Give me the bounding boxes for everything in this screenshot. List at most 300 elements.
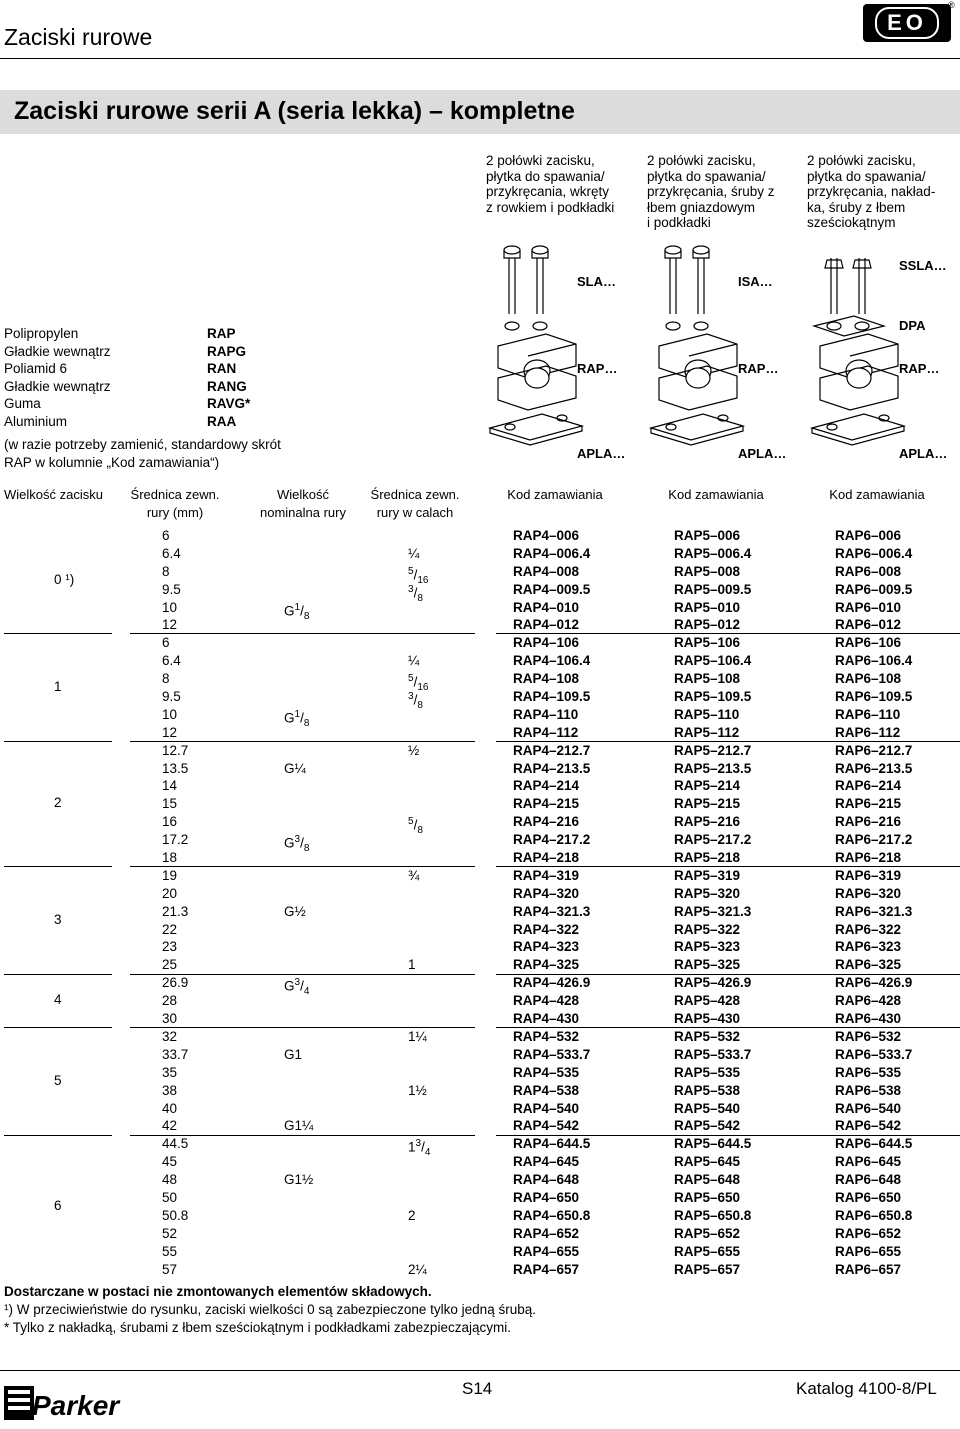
- cell-c2: RAP5–006: [674, 528, 741, 543]
- cell-c1: RAP4–012: [513, 617, 580, 633]
- cell-od: 9.5: [162, 689, 181, 705]
- cell-c1: RAP4–652: [513, 1225, 580, 1241]
- col-od-inch: [408, 527, 430, 1278]
- cell-c2: RAP5–323: [674, 939, 741, 955]
- group-separator: [130, 974, 475, 975]
- cell-c3: RAP6–430: [835, 1011, 902, 1027]
- cell-nom: $G^1/_8$: [284, 708, 310, 730]
- cell-c1: RAP4–428: [513, 993, 580, 1009]
- cell-c2: RAP5–217.2: [674, 832, 752, 848]
- cell-inch: [408, 1064, 430, 1082]
- group-separator: [496, 866, 960, 867]
- cell-c2: RAP5–008: [674, 563, 741, 579]
- cell-inch: ¼: [408, 545, 420, 561]
- cell-c1: RAP4–110: [513, 706, 579, 722]
- cell-c1: RAP4–657: [513, 1261, 580, 1277]
- cell-nom: [284, 956, 313, 974]
- cell-c3: RAP6–532: [835, 1028, 902, 1044]
- cell-c3: RAP6–009.5: [835, 581, 913, 597]
- cell-inch: [408, 777, 430, 795]
- cell-inch: [408, 921, 430, 939]
- cell-inch: ½: [408, 742, 420, 758]
- cell-c2: RAP5–538: [674, 1082, 741, 1098]
- cell-c1: RAP4–106.4: [513, 653, 591, 669]
- cell-nom: [284, 921, 313, 939]
- cell-c1: RAP4–008: [513, 563, 580, 579]
- cell-od: 9.5: [162, 581, 181, 597]
- cell-nom: [284, 563, 313, 581]
- cell-nom: [284, 867, 313, 885]
- group-separator: [496, 1135, 960, 1136]
- cell-c1: RAP4–010: [513, 599, 580, 615]
- cell-c1: RAP4–320: [513, 885, 580, 901]
- footnote-asterisk: * Tylko z nakładką, śrubami z łbem sześciokątnym i podkładkami zabezpieczającymi.: [4, 1320, 511, 1335]
- cell-c2: RAP5–213.5: [674, 760, 752, 776]
- cell-od: 8: [162, 671, 170, 687]
- cell-od: 38: [162, 1082, 178, 1098]
- cell-c2: RAP5–426.9: [674, 975, 752, 991]
- cell-od: 50.8: [162, 1207, 189, 1223]
- label-ssla: SSLA…: [899, 258, 947, 273]
- cell-c1: RAP4–214: [513, 778, 580, 794]
- cell-c2: RAP5–657: [674, 1261, 741, 1277]
- cell-c3: RAP6–112: [835, 724, 901, 740]
- th-order-code-1: Kod zamawiania: [507, 487, 603, 502]
- cell-inch: [408, 849, 430, 867]
- cell-c1: RAP4–319: [513, 867, 580, 883]
- cell-c1: RAP4–215: [513, 796, 580, 812]
- group-separator: [496, 741, 960, 742]
- cell-od: 8: [162, 563, 170, 579]
- cell-c2: RAP5–320: [674, 885, 741, 901]
- cell-c3: RAP6–106: [835, 635, 902, 651]
- cell-nom: [284, 545, 313, 563]
- material-code: RAP: [207, 326, 236, 341]
- cell-od: 33.7: [162, 1046, 189, 1062]
- cell-inch: $^3/_8$: [408, 583, 423, 604]
- material-name: Aluminium: [4, 414, 68, 429]
- cell-c3: RAP6–325: [835, 957, 902, 973]
- cell-c2: RAP5–110: [674, 706, 740, 722]
- cell-inch: [408, 760, 430, 778]
- cell-c3: RAP6–650: [835, 1189, 902, 1205]
- cell-inch: [408, 1100, 430, 1118]
- label-isa: ISA…: [738, 274, 773, 289]
- cell-c2: RAP5–428: [674, 993, 741, 1009]
- material-code: RAA: [207, 414, 237, 429]
- cell-od: 13.5: [162, 760, 189, 776]
- group-separator: [496, 1027, 960, 1028]
- cell-c2: RAP5–214: [674, 778, 741, 794]
- cell-c1: RAP4–650: [513, 1189, 580, 1205]
- cell-c2: RAP5–319: [674, 867, 741, 883]
- col-desc-line: 2 połówki zacisku,: [647, 153, 756, 168]
- cell-od: 57: [162, 1261, 178, 1277]
- cell-c3: RAP6–218: [835, 850, 902, 866]
- cell-c1: RAP4–650.8: [513, 1207, 591, 1223]
- cell-od: 12: [162, 724, 178, 740]
- cell-c2: RAP5–106.4: [674, 653, 752, 669]
- cell-c3: RAP6–006: [835, 528, 902, 543]
- cell-nom: [284, 795, 313, 813]
- cell-c1: RAP4–109.5: [513, 689, 591, 705]
- cell-c2: RAP5–108: [674, 671, 741, 687]
- col-desc-line: przykręcania, wkręty: [486, 184, 610, 199]
- cell-c3: RAP6–012: [835, 617, 902, 633]
- group-separator: [4, 633, 112, 634]
- cell-c2: RAP5–322: [674, 921, 741, 937]
- cell-c2: RAP5–218: [674, 850, 741, 866]
- cell-nom: G1½: [284, 1172, 314, 1188]
- cell-c2: RAP5–212.7: [674, 742, 752, 758]
- cell-nom: [284, 527, 313, 545]
- cell-c1: RAP4–426.9: [513, 975, 591, 991]
- cell-inch: [408, 634, 430, 652]
- cell-c3: RAP6–426.9: [835, 975, 913, 991]
- label-rap-3: RAP…: [899, 361, 940, 376]
- cell-c2: RAP5–430: [674, 1011, 741, 1027]
- col-desc-line: 2 połówki zacisku,: [807, 153, 916, 168]
- label-rap-1: RAP…: [577, 361, 618, 376]
- cell-c1: RAP4–217.2: [513, 832, 591, 848]
- col-desc-line: płytka do spawania/: [807, 168, 926, 184]
- clamp-size-group: 1: [54, 679, 62, 695]
- material-name: Poliamid 6: [4, 361, 68, 377]
- cell-c3: RAP6–215: [835, 796, 902, 812]
- cell-c1: RAP4–218: [513, 850, 580, 866]
- clamp-size-group: 4: [54, 992, 62, 1008]
- cell-c2: RAP5–012: [674, 617, 741, 633]
- cell-od: 48: [162, 1172, 178, 1188]
- eo-logo: EO: [863, 4, 951, 42]
- cell-inch: 2¼: [408, 1261, 427, 1277]
- cell-c1: RAP4–006.4: [513, 545, 591, 561]
- cell-nom: [284, 1225, 313, 1243]
- cell-od: 32: [162, 1028, 178, 1044]
- cell-c3: RAP6–213.5: [835, 760, 913, 776]
- cell-inch: [408, 1171, 430, 1189]
- label-sla: SLA…: [577, 274, 616, 289]
- material-name: Gładkie wewnątrz: [4, 378, 111, 394]
- cell-c3: RAP6–322: [835, 921, 902, 937]
- cell-c3: RAP6–538: [835, 1082, 902, 1098]
- cell-c1: RAP4–644.5: [513, 1136, 591, 1152]
- cell-nom: [284, 688, 313, 706]
- cell-c1: RAP4–430: [513, 1011, 580, 1027]
- cell-c2: RAP5–645: [674, 1154, 741, 1170]
- cell-od: 10: [162, 599, 178, 615]
- group-separator: [496, 633, 960, 634]
- label-apla-1: APLA…: [577, 446, 626, 461]
- col-desc-line: płytka do spawania/: [486, 168, 605, 184]
- material-name: Polipropylen: [4, 326, 79, 341]
- cell-od: 6: [162, 528, 170, 543]
- material-code: RAVG*: [207, 396, 251, 412]
- cell-c1: RAP4–213.5: [513, 760, 591, 776]
- col-desc-line: łbem gniazdowym: [647, 199, 756, 215]
- group-separator: [130, 866, 475, 867]
- label-rap-2: RAP…: [738, 361, 779, 376]
- cell-nom: [284, 1100, 313, 1118]
- cell-od: 20: [162, 885, 178, 901]
- cell-od: 23: [162, 939, 178, 955]
- cell-c2: RAP5–325: [674, 957, 741, 973]
- cell-nom: [284, 885, 313, 903]
- cell-c3: RAP6–320: [835, 885, 902, 901]
- cell-c3: RAP6–542: [835, 1118, 902, 1134]
- cell-inch: 1¼: [408, 1028, 427, 1044]
- cell-inch: $^5/_{16}$: [408, 673, 429, 694]
- cell-inch: [408, 795, 430, 813]
- cell-od: 10: [162, 706, 178, 722]
- cell-c3: RAP6–644.5: [835, 1136, 913, 1152]
- cell-c3: RAP6–110: [835, 706, 901, 722]
- cell-nom: [284, 938, 313, 956]
- cell-od: 22: [162, 921, 178, 937]
- cell-od: 15: [162, 796, 178, 812]
- group-separator: [4, 741, 112, 742]
- clamp-size-group: 0 ¹): [54, 571, 75, 587]
- cell-od: 40: [162, 1100, 178, 1116]
- cell-nom: [284, 1153, 313, 1171]
- cell-inch: 2: [408, 1207, 416, 1223]
- cell-c2: RAP5–532: [674, 1028, 741, 1044]
- cell-od: 25: [162, 957, 178, 973]
- th-nominal-size: Wielkość nominalna rury: [260, 487, 346, 520]
- material-code: RAPG: [207, 343, 247, 359]
- col-desc-line: i podkładki: [647, 215, 711, 230]
- cell-c1: RAP4–535: [513, 1064, 580, 1080]
- cell-od: 35: [162, 1064, 178, 1080]
- cell-c3: RAP6–535: [835, 1064, 902, 1080]
- cell-c2: RAP5–010: [674, 599, 741, 615]
- cell-c3: RAP6–533.7: [835, 1046, 913, 1062]
- cell-c1: RAP4–648: [513, 1172, 580, 1188]
- clamp-size-group: 2: [54, 795, 62, 811]
- cell-inch: $1^3/_4$: [408, 1138, 431, 1159]
- cell-c1: RAP4–645: [513, 1154, 580, 1170]
- th-od-inch: Średnica zewn. rury w calach: [370, 487, 460, 520]
- cell-inch: [408, 616, 430, 634]
- cell-od: 55: [162, 1243, 178, 1259]
- cell-inch: ¼: [408, 653, 420, 669]
- cell-c1: RAP4–655: [513, 1243, 580, 1259]
- section-title: Zaciski rurowe: [4, 24, 153, 50]
- cell-inch: [408, 885, 430, 903]
- th-od-mm: Średnica zewn. rury (mm): [130, 487, 220, 520]
- registered-mark: ®: [948, 0, 955, 10]
- cell-c2: RAP5–650.8: [674, 1207, 752, 1223]
- cell-c3: RAP6–217.2: [835, 832, 913, 848]
- cell-c2: RAP5–006.4: [674, 545, 752, 561]
- group-separator: [4, 1027, 112, 1028]
- cell-c1: RAP4–108: [513, 671, 580, 687]
- cell-c3: RAP6–655: [835, 1243, 902, 1259]
- cell-inch: [408, 938, 430, 956]
- cell-c1: RAP4–112: [513, 724, 579, 740]
- footnote-1: ¹) W przeciwieństwie do rysunku, zaciski wielkości 0 są zabezpieczone tylko jedną śrubą.: [4, 1302, 536, 1317]
- cell-c3: RAP6–108: [835, 671, 902, 687]
- col-code-rap6: [835, 527, 912, 1278]
- material-note: (w razie potrzeby zamienić, standardowy skrót RAP w kolumnie „Kod zamawiania“): [4, 437, 281, 470]
- clamp-illustrations: [480, 238, 960, 468]
- cell-od: 45: [162, 1154, 178, 1170]
- cell-inch: [408, 1189, 430, 1207]
- label-apla-2: APLA…: [738, 446, 787, 461]
- cell-nom: [284, 1189, 313, 1207]
- col-desc-line: 2 połówki zacisku,: [486, 153, 595, 168]
- group-separator: [130, 741, 475, 742]
- cell-c1: RAP4–106: [513, 635, 580, 651]
- cell-inch: [408, 1046, 430, 1064]
- th-order-code-2: Kod zamawiania: [668, 487, 764, 502]
- cell-nom: [284, 1028, 313, 1046]
- col-desc-line: sześciokątnym: [807, 215, 896, 230]
- svg-text:Parker: Parker: [32, 1390, 120, 1421]
- cell-c2: RAP5–650: [674, 1189, 741, 1205]
- cell-od: 12: [162, 617, 178, 633]
- col-code-rap5: [674, 527, 751, 1278]
- clamp-size-group: 6: [54, 1198, 62, 1214]
- cell-c3: RAP6–006.4: [835, 545, 913, 561]
- group-separator: [130, 633, 475, 634]
- cell-od: 6.4: [162, 653, 181, 669]
- cell-c1: RAP4–009.5: [513, 581, 591, 597]
- group-separator: [130, 1135, 475, 1136]
- cell-nom: [284, 1010, 313, 1028]
- cell-c3: RAP6–645: [835, 1154, 902, 1170]
- cell-nom: [284, 1135, 313, 1153]
- cell-nom: G1: [284, 1046, 303, 1062]
- cell-inch: $^5/_8$: [408, 816, 423, 837]
- footnote-delivery: Dostarczane w postaci nie zmontowanych elementów składowych.: [4, 1284, 432, 1299]
- cell-c1: RAP4–323: [513, 939, 580, 955]
- label-apla-3: APLA…: [899, 446, 948, 461]
- clamp-size-group: 3: [54, 911, 62, 927]
- cell-od: 30: [162, 1011, 178, 1027]
- parker-logo: [4, 1384, 136, 1422]
- cell-nom: [284, 634, 313, 652]
- cell-od: 6: [162, 635, 170, 651]
- cell-nom: [284, 670, 313, 688]
- cell-inch: 1½: [408, 1082, 427, 1098]
- cell-od: 28: [162, 993, 178, 1009]
- cell-c3: RAP6–648: [835, 1172, 902, 1188]
- cell-inch: [408, 527, 430, 545]
- cell-nom: [284, 581, 313, 599]
- col-desc-ssla: [807, 153, 960, 231]
- col-od-mm: [162, 527, 188, 1278]
- footer-divider: [0, 1370, 960, 1371]
- cell-nom: [284, 777, 313, 795]
- cell-inch: $^3/_8$: [408, 691, 423, 712]
- cell-c2: RAP5–644.5: [674, 1136, 752, 1152]
- cell-c1: RAP4–533.7: [513, 1046, 591, 1062]
- cell-c1: RAP4–322: [513, 921, 580, 937]
- material-code: RANG: [207, 378, 247, 394]
- cell-c1: RAP4–006: [513, 528, 580, 543]
- cell-c2: RAP5–106: [674, 635, 741, 651]
- cell-c2: RAP5–648: [674, 1172, 741, 1188]
- group-separator: [496, 974, 960, 975]
- cell-c2: RAP5–215: [674, 796, 741, 812]
- cell-c2: RAP5–109.5: [674, 689, 752, 705]
- cell-nom: [284, 742, 313, 760]
- cell-c3: RAP6–212.7: [835, 742, 913, 758]
- cell-inch: 1: [408, 957, 416, 973]
- col-desc-line: przykręcania, śruby z: [647, 184, 775, 199]
- cell-c1: RAP4–532: [513, 1028, 580, 1044]
- group-separator: [4, 974, 112, 975]
- col-desc-line: z rowkiem i podkładki: [486, 199, 615, 215]
- cell-od: 19: [162, 867, 178, 883]
- cell-c1: RAP4–542: [513, 1118, 580, 1134]
- cell-nom: [284, 813, 313, 831]
- cell-inch: $^5/_{16}$: [408, 565, 429, 586]
- cell-inch: [408, 903, 430, 921]
- cell-od: 50: [162, 1189, 178, 1205]
- col-code-rap4: [513, 527, 590, 1278]
- cell-nom: G½: [284, 903, 306, 919]
- label-dpa: DPA: [899, 318, 926, 333]
- cell-inch: [408, 1225, 430, 1243]
- cell-c3: RAP6–109.5: [835, 689, 913, 705]
- group-separator: [4, 866, 112, 867]
- cell-c2: RAP5–533.7: [674, 1046, 752, 1062]
- th-order-code-3: Kod zamawiania: [829, 487, 925, 502]
- cell-c3: RAP6–657: [835, 1261, 902, 1277]
- cell-od: 26.9: [162, 975, 189, 991]
- group-separator: [4, 1135, 112, 1136]
- cell-od: 12.7: [162, 742, 189, 758]
- header-divider: [0, 58, 960, 59]
- col-desc-line: ka, śruby z łbem: [807, 199, 906, 215]
- col-desc-line: przykręcania, nakład-: [807, 184, 936, 199]
- cell-od: 21.3: [162, 903, 189, 919]
- material-name: Guma: [4, 396, 41, 412]
- cell-c2: RAP5–009.5: [674, 581, 752, 597]
- th-clamp-size: Wielkość zacisku: [4, 487, 103, 502]
- cell-c1: RAP4–325: [513, 957, 580, 973]
- cell-inch: [408, 974, 430, 992]
- cell-od: 6.4: [162, 545, 181, 561]
- material-code: RAN: [207, 361, 237, 377]
- clamp-size-group: 5: [54, 1072, 62, 1088]
- cell-c1: RAP4–216: [513, 814, 580, 830]
- cell-nom: [284, 1064, 313, 1082]
- page-number: S14: [462, 1379, 493, 1398]
- cell-c2: RAP5–535: [674, 1064, 741, 1080]
- cell-c1: RAP4–321.3: [513, 903, 591, 919]
- cell-c2: RAP5–542: [674, 1118, 741, 1134]
- group-separator: [130, 1027, 475, 1028]
- cell-c2: RAP5–112: [674, 724, 740, 740]
- cell-nom: [284, 1082, 313, 1100]
- cell-c1: RAP4–540: [513, 1100, 580, 1116]
- cell-nom: $G^3/_4$: [284, 977, 310, 998]
- cell-c3: RAP6–323: [835, 939, 902, 955]
- cell-c2: RAP5–540: [674, 1100, 741, 1116]
- cell-c2: RAP5–216: [674, 814, 741, 830]
- cell-c3: RAP6–008: [835, 563, 902, 579]
- catalog-number: Katalog 4100-8/PL: [796, 1379, 937, 1398]
- cell-nom: [284, 652, 313, 670]
- cell-inch: [408, 1117, 430, 1135]
- cell-c3: RAP6–214: [835, 778, 902, 794]
- cell-nom: G1¼: [284, 1118, 314, 1134]
- col-nominal: [284, 527, 313, 1278]
- cell-c3: RAP6–652: [835, 1225, 902, 1241]
